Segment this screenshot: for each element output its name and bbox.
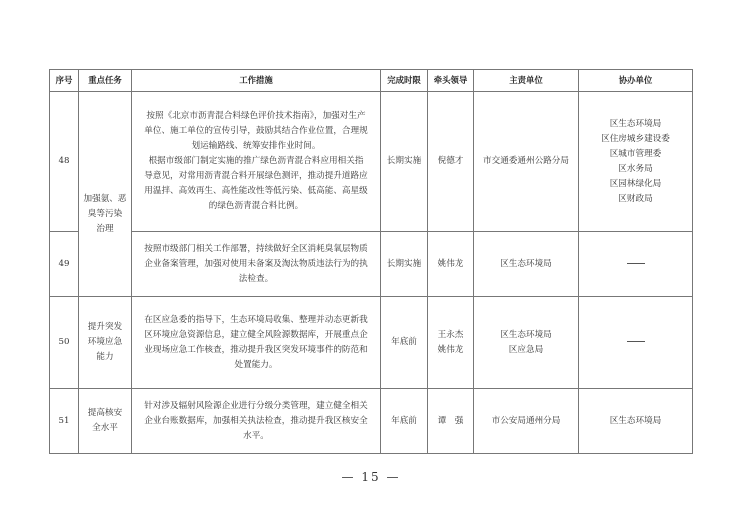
row-measure: 按照市级部门相关工作部署，持续做好全区消耗臭氧层物质 企业备案管理，加强对使用未备案及淘汰物质违法行为的执 法检查。	[132, 232, 381, 297]
row-leader: 王永杰 姚伟龙	[428, 297, 474, 389]
work-plan-table	[49, 69, 693, 454]
row-no: 49	[50, 232, 79, 297]
header-lead-unit: 主责单位	[474, 70, 579, 92]
row-no: 51	[50, 389, 79, 454]
page-number: — 15 —	[341, 470, 401, 484]
row-assist-unit	[579, 232, 693, 297]
row-assist-unit	[579, 297, 693, 389]
row-task: 提高核安 全水平	[79, 389, 132, 454]
row-measure: 在区应急委的指导下，生态环境局收集、整理并动态更新我 区环境应急资源信息，建立健全风险源数据库，开展重点企 业现场应急工作核查，推动提升我区突发环境事件的防范和 处置能力。	[132, 297, 381, 389]
header-no: 序号	[50, 70, 79, 92]
table-row	[50, 92, 693, 232]
row-lead-unit: 市交通委通州公路分局	[474, 92, 579, 232]
empty-dash	[627, 341, 645, 342]
row-task: 加强氨、恶 臭等污染 治理	[79, 92, 132, 297]
row-lead-unit: 市公安局通州分局	[474, 389, 579, 454]
header-leader: 牵头领导	[428, 70, 474, 92]
row-deadline: 长期实施	[381, 232, 428, 297]
row-deadline: 年底前	[381, 297, 428, 389]
header-measure: 工作措施	[132, 70, 381, 92]
row-assist-unit: 区生态环境局	[579, 389, 693, 454]
row-leader: 姚伟龙	[428, 232, 474, 297]
header-deadline: 完成时限	[381, 70, 428, 92]
header-task: 重点任务	[79, 70, 132, 92]
row-leader: 谭 强	[428, 389, 474, 454]
row-assist-unit: 区生态环境局 区住房城乡建设委 区城市管理委 区水务局 区园林绿化局 区财政局	[579, 92, 693, 232]
row-measure: 针对涉及辐射风险源企业进行分级分类管理，建立健全相关 企业台账数据库，加强相关执法检查，推动提升我区核安全 水平。	[132, 389, 381, 454]
row-deadline: 长期实施	[381, 92, 428, 232]
row-leader: 倪德才	[428, 92, 474, 232]
table-row	[50, 297, 693, 389]
table-row	[50, 232, 693, 297]
row-task: 提升突发 环境应急 能力	[79, 297, 132, 389]
row-lead-unit: 区生态环境局 区应急局	[474, 297, 579, 389]
row-no: 50	[50, 297, 79, 389]
row-lead-unit: 区生态环境局	[474, 232, 579, 297]
row-no: 48	[50, 92, 79, 232]
row-measure: 按照《北京市沥青混合料绿色评价技术指南》，加强对生产 单位、施工单位的宣传引导，鼓励其结合作业位置，合理规 划运输路线、统筹安排作业时间。 根据市级部门制定实施的推广绿色沥青混合料应用相关指 导意见，对常用沥青混合料开展绿色测评，推动提升道路应 用温拌、高效再生、高性能改性等低污染、低高能、高星级 的绿色沥青混合料比例。	[132, 92, 381, 232]
table-row	[50, 389, 693, 454]
empty-dash	[627, 263, 645, 264]
row-deadline: 年底前	[381, 389, 428, 454]
header-assist-unit: 协办单位	[579, 70, 693, 92]
table-header-row	[50, 70, 693, 92]
